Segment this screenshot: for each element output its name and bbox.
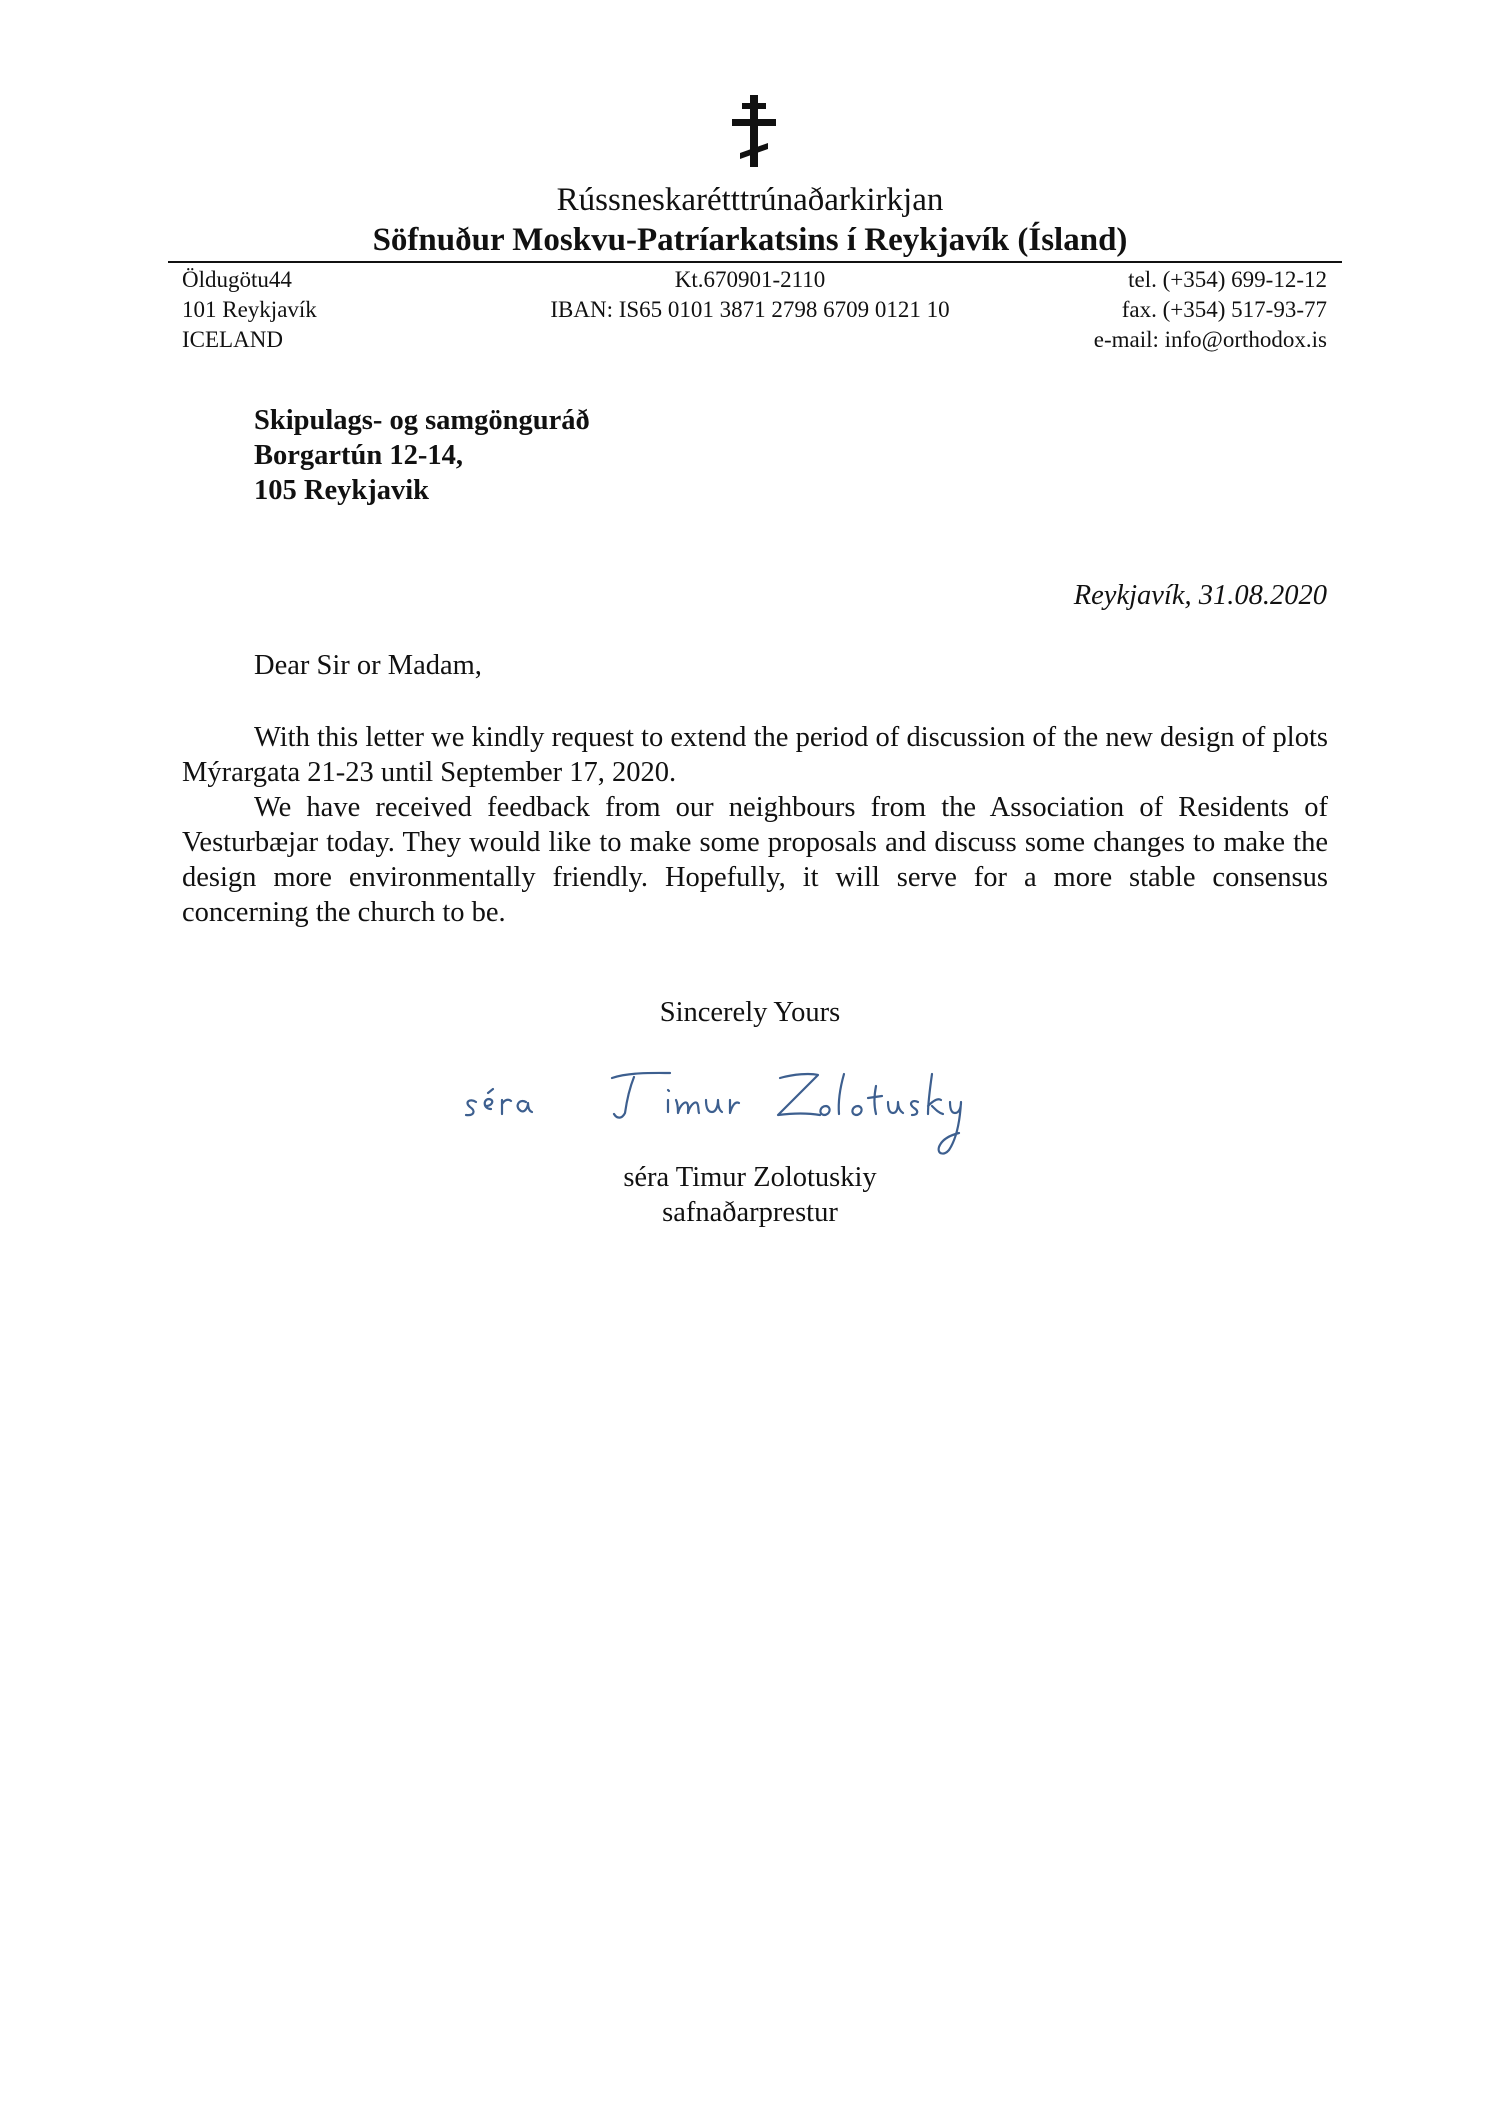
signer-title: safnaðarprestur — [662, 1197, 838, 1228]
header-registration — [500, 265, 1000, 325]
header-contact — [1094, 265, 1327, 355]
header-address — [182, 265, 317, 355]
signer-name: séra Timur Zolotuskiy — [623, 1162, 877, 1193]
recipient-address — [254, 403, 590, 508]
registration-kt: Kt.670901-2110 — [674, 267, 826, 292]
signer-block — [0, 1160, 1500, 1230]
contact-fax: fax. (+354) 517-93-77 — [1121, 297, 1327, 322]
recipient-line: Skipulags- og samgönguráð — [254, 405, 590, 436]
header-divider — [168, 261, 1342, 263]
letter-date: Reykjavík, 31.08.2020 — [1073, 580, 1327, 611]
address-street: Öldugötu44 — [182, 267, 292, 292]
recipient-line: 105 Reykjavik — [254, 475, 429, 506]
recipient-line: Borgartún 12-14, — [254, 440, 463, 471]
salutation: Dear Sir or Madam, — [254, 650, 482, 681]
closing: Sincerely Yours — [659, 997, 841, 1028]
parish-name: Söfnuður Moskvu-Patríarkatsins í Reykjavík (Ísland) — [372, 222, 1128, 258]
contact-email: e-mail: info@orthodox.is — [1093, 327, 1327, 352]
registration-iban: IBAN: IS65 0101 3871 2798 6709 0121 10 — [550, 297, 950, 322]
address-city: 101 Reykjavík — [182, 297, 317, 322]
body-paragraph: We have received feedback from our neighbours from the Association of Residents of Vesturbæjar today. They would like to make some proposals and discuss some changes to make the design more environmentally friendly. Hopefully, it will serve for a more stable consensus concerning the church to be. — [182, 792, 1328, 928]
body-paragraph: With this letter we kindly request to extend the period of discussion of the new design of plots Mýrargata 21-23 until September 17, 2020. — [182, 722, 1328, 788]
address-country: ICELAND — [182, 327, 283, 352]
orthodox-cross-icon — [728, 95, 780, 167]
contact-tel: tel. (+354) 699-12-12 — [1128, 267, 1327, 292]
church-name: Rússneskarétttrúnaðarkirkjan — [556, 182, 944, 218]
handwritten-signature — [462, 1060, 1022, 1170]
letter-body — [182, 720, 1328, 930]
